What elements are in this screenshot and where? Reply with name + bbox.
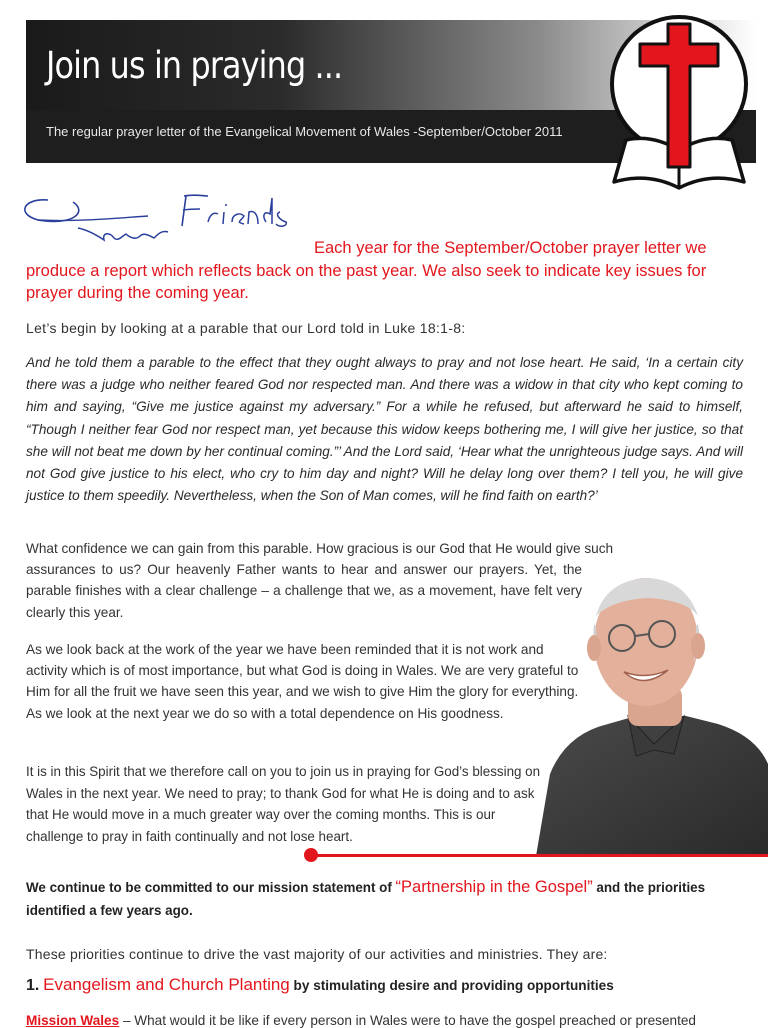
mission-statement-highlight: “Partnership in the Gospel” — [395, 878, 593, 896]
cross-on-open-bible-logo — [606, 12, 752, 202]
parable-lead-paragraph: Let’s begin by looking at a parable that our Lord told in Luke 18:1-8: — [26, 320, 466, 336]
intro-paragraph: Each year for the September/October prayer letter we produce a report which reflects back on the past year. We also seek to indicate key issues for prayer during the coming year. — [26, 239, 707, 302]
priority-heading-1 — [26, 975, 766, 995]
page-subtitle: The regular prayer letter of the Evangelical Movement of Wales -September/October 2011 — [46, 124, 563, 139]
priorities-intro: These priorities continue to drive the vast majority of our activities and ministries. They are: — [26, 946, 608, 962]
confidence-paragraph-first-line: What confidence we can gain from this parable. How gracious is our God that He would give such — [26, 541, 614, 556]
red-divider — [312, 854, 768, 857]
mission-statement — [26, 876, 756, 922]
priority-number: 1. — [26, 977, 40, 994]
look-back-paragraph: As we look back at the work of the year we have been reminded that it is not work and activity which is of most importance, but what God is doing in Wales. We are very grateful to Him for all the fruit we have seen this year, and we wish to give Him the glory for everything. As we look at the next year we do so with a total dependence on His goodness. — [26, 642, 579, 721]
priority-title: Evangelism and Church Planting — [43, 975, 290, 994]
mission-wales-text: – What would it be like if every person in Wales were to have the gospel preached or presented — [119, 1013, 696, 1028]
call-to-prayer-paragraph: It is in this Spirit that we therefore call on you to join us in praying for God’s blessing on Wales in the next year. We need to pray; to thank God for what He is doing and to ask that He would move in a much greater way over the coming months. This is our challenge to pray in faith continually and not lose heart. — [26, 764, 541, 844]
mission-wales-label: Mission Wales — [26, 1013, 120, 1028]
confidence-paragraph-rest: assurances to us? Our heavenly Father wants to hear and answer our prayers. Yet, the parable finishes with a clear challenge – a challenge that we, as a movement, have felt very clearly this year. — [26, 562, 582, 620]
page-title: Join us in praying ... — [46, 44, 343, 87]
mission-wales-paragraph — [26, 1013, 766, 1028]
mission-statement-before: We continue to be committed to our mission statement of — [26, 880, 396, 895]
red-divider-dot — [304, 848, 318, 862]
scripture-quote: And he told them a parable to the effect that they ought always to pray and not lose heart. He said, ‘In a certain city there was a judge who neither feared God nor respected man. And there was a widow in that city who kept coming to him and saying, “Give me justice against my adversary.” For a while he refused, but afterward he said to himself, “Though I neither fear God nor respect man, yet because this widow keeps bothering me, I will give her justice, so that she will not beat me down by her continual coming.”’ And the Lord said, ‘Hear what the unrighteous judge says. And will not God give justice to his elect, who cry to him day and night? Will he delay long over them? I tell you, he will give justice to them speedily. Nevertheless, when the Son of Man comes, will he find faith on earth?’ — [26, 355, 743, 504]
confidence-paragraph — [26, 538, 744, 623]
mission-statement-after: and the priorities identified a few years ago. — [26, 880, 706, 918]
priority-description: by stimulating desire and providing opportunities — [289, 978, 614, 993]
